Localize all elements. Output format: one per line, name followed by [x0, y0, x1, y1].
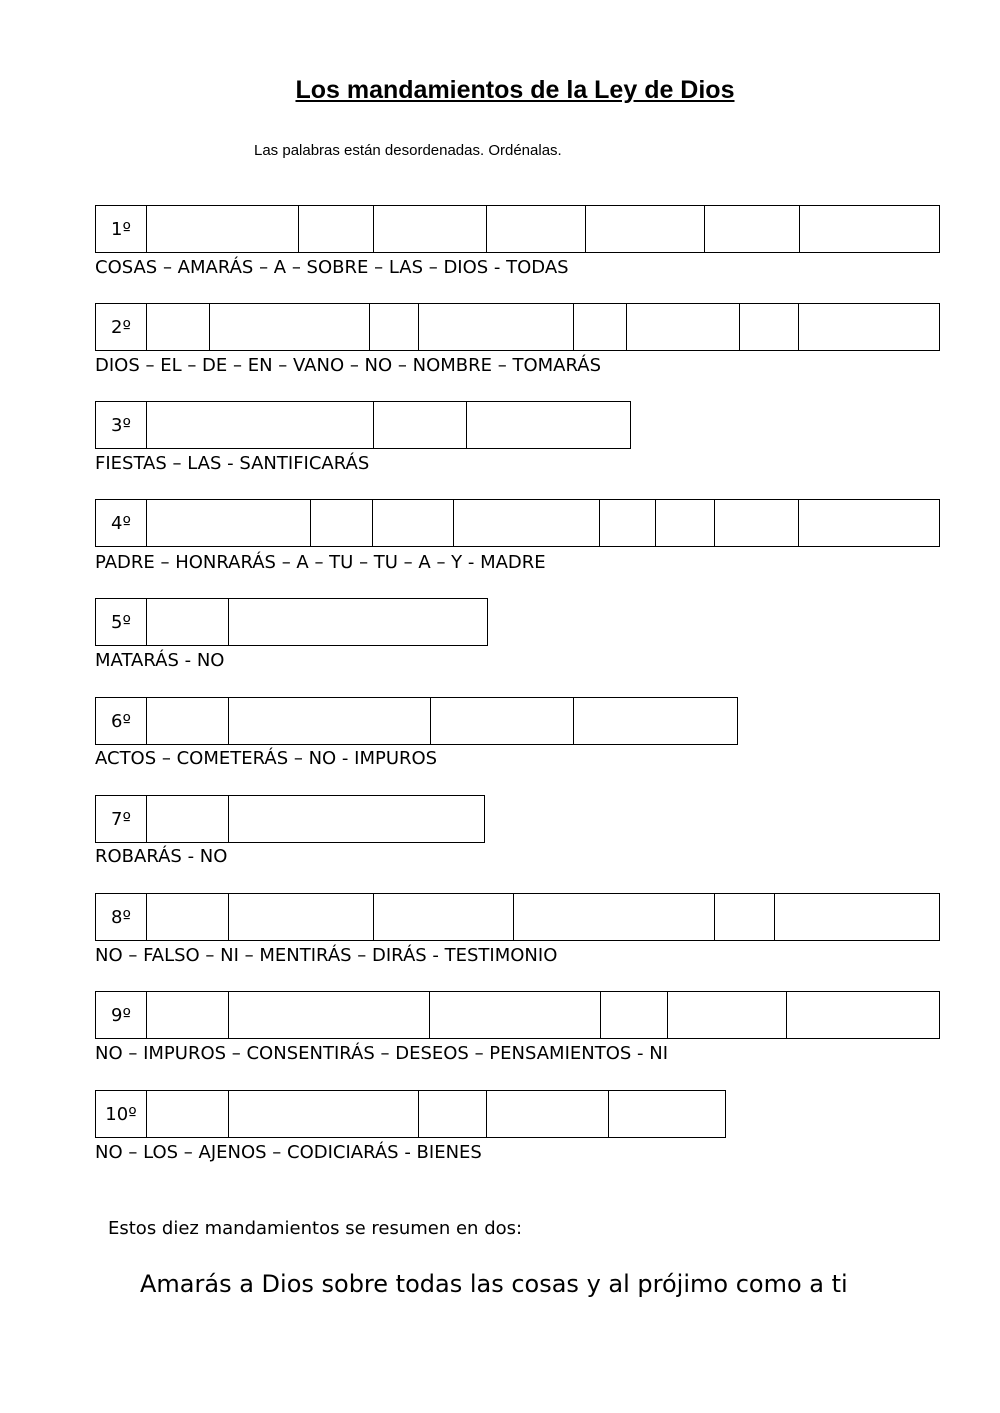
word-box[interactable]: [486, 1091, 608, 1137]
word-box[interactable]: [486, 206, 585, 252]
word-box[interactable]: [798, 304, 939, 350]
summary-intro: Estos diez mandamientos se resumen en dos:: [108, 1218, 523, 1239]
word-box[interactable]: [573, 304, 626, 350]
row-number: 3º: [111, 414, 131, 436]
answer-row-5: [95, 598, 488, 646]
answer-row-1: [95, 205, 940, 253]
word-box[interactable]: [739, 304, 798, 350]
answer-row-9: [95, 991, 940, 1039]
word-box[interactable]: [714, 500, 798, 546]
row-number: 9º: [111, 1004, 131, 1026]
word-box[interactable]: [626, 304, 739, 350]
word-box[interactable]: [573, 698, 737, 744]
word-box[interactable]: [228, 894, 373, 940]
word-box[interactable]: [608, 1091, 725, 1137]
word-box[interactable]: [373, 402, 466, 448]
word-box[interactable]: [310, 500, 372, 546]
word-box[interactable]: [146, 894, 228, 940]
word-box[interactable]: [585, 206, 704, 252]
word-box[interactable]: [372, 500, 453, 546]
word-box[interactable]: [704, 206, 799, 252]
answer-row-6: [95, 697, 738, 745]
answer-row-3: [95, 401, 631, 449]
word-box[interactable]: [369, 304, 418, 350]
row-number: 4º: [111, 512, 131, 534]
row-number: 6º: [111, 710, 131, 732]
word-box[interactable]: [430, 698, 573, 744]
scrambled-words-3: FIESTAS – LAS - SANTIFICARÁS: [95, 453, 370, 474]
word-box[interactable]: [146, 599, 228, 645]
scrambled-words-6: ACTOS – COMETERÁS – NO - IMPUROS: [95, 748, 438, 769]
word-box[interactable]: [209, 304, 369, 350]
word-box[interactable]: [599, 500, 655, 546]
word-box[interactable]: [146, 206, 298, 252]
word-box[interactable]: [146, 796, 228, 842]
scrambled-words-5: MATARÁS - NO: [95, 650, 225, 671]
word-box[interactable]: [798, 500, 939, 546]
word-box[interactable]: [228, 992, 429, 1038]
instructions: Las palabras están desordenadas. Ordénalas.: [254, 142, 562, 159]
word-box[interactable]: [714, 894, 774, 940]
word-box[interactable]: [228, 1091, 418, 1137]
word-box[interactable]: [373, 894, 513, 940]
scrambled-words-8: NO – FALSO – NI – MENTIRÁS – DIRÁS - TESTIMONIO: [95, 945, 558, 966]
word-box[interactable]: [655, 500, 714, 546]
answer-row-4: [95, 499, 940, 547]
row-number: 2º: [111, 316, 131, 338]
word-box[interactable]: [146, 698, 228, 744]
row-number: 8º: [111, 906, 131, 928]
word-box[interactable]: [146, 402, 373, 448]
page-title: Los mandamientos de la Ley de Dios: [295, 76, 735, 104]
answer-row-2: [95, 303, 940, 351]
word-box[interactable]: [774, 894, 939, 940]
scrambled-words-4: PADRE – HONRARÁS – A – TU – TU – A – Y - MADRE: [95, 552, 546, 573]
answer-row-8: [95, 893, 940, 941]
word-box[interactable]: [418, 304, 573, 350]
word-box[interactable]: [429, 992, 600, 1038]
word-box[interactable]: [146, 1091, 228, 1137]
word-box[interactable]: [146, 992, 228, 1038]
scrambled-words-7: ROBARÁS - NO: [95, 846, 228, 867]
word-box[interactable]: [418, 1091, 486, 1137]
word-box[interactable]: [146, 500, 310, 546]
row-number: 7º: [111, 808, 131, 830]
row-number: 5º: [111, 611, 131, 633]
summary-sentence: Amarás a Dios sobre todas las cosas y al prójimo como a ti: [140, 1270, 848, 1298]
word-box[interactable]: [228, 698, 430, 744]
word-box[interactable]: [786, 992, 939, 1038]
answer-row-7: [95, 795, 485, 843]
word-box[interactable]: [146, 304, 209, 350]
scrambled-words-2: DIOS – EL – DE – EN – VANO – NO – NOMBRE – TOMARÁS: [95, 355, 601, 376]
word-box[interactable]: [513, 894, 714, 940]
word-box[interactable]: [373, 206, 486, 252]
scrambled-words-9: NO – IMPUROS – CONSENTIRÁS – DESEOS – PENSAMIENTOS - NI: [95, 1043, 669, 1064]
word-box[interactable]: [600, 992, 667, 1038]
word-box[interactable]: [453, 500, 599, 546]
scrambled-words-1: COSAS – AMARÁS – A – SOBRE – LAS – DIOS - TODAS: [95, 257, 569, 278]
row-number: 1º: [111, 218, 131, 240]
word-box[interactable]: [228, 796, 484, 842]
answer-row-10: [95, 1090, 726, 1138]
row-number: 10º: [105, 1103, 137, 1125]
word-box[interactable]: [799, 206, 939, 252]
word-box[interactable]: [228, 599, 487, 645]
word-box[interactable]: [667, 992, 786, 1038]
word-box[interactable]: [466, 402, 630, 448]
scrambled-words-10: NO – LOS – AJENOS – CODICIARÁS - BIENES: [95, 1142, 482, 1163]
word-box[interactable]: [298, 206, 373, 252]
